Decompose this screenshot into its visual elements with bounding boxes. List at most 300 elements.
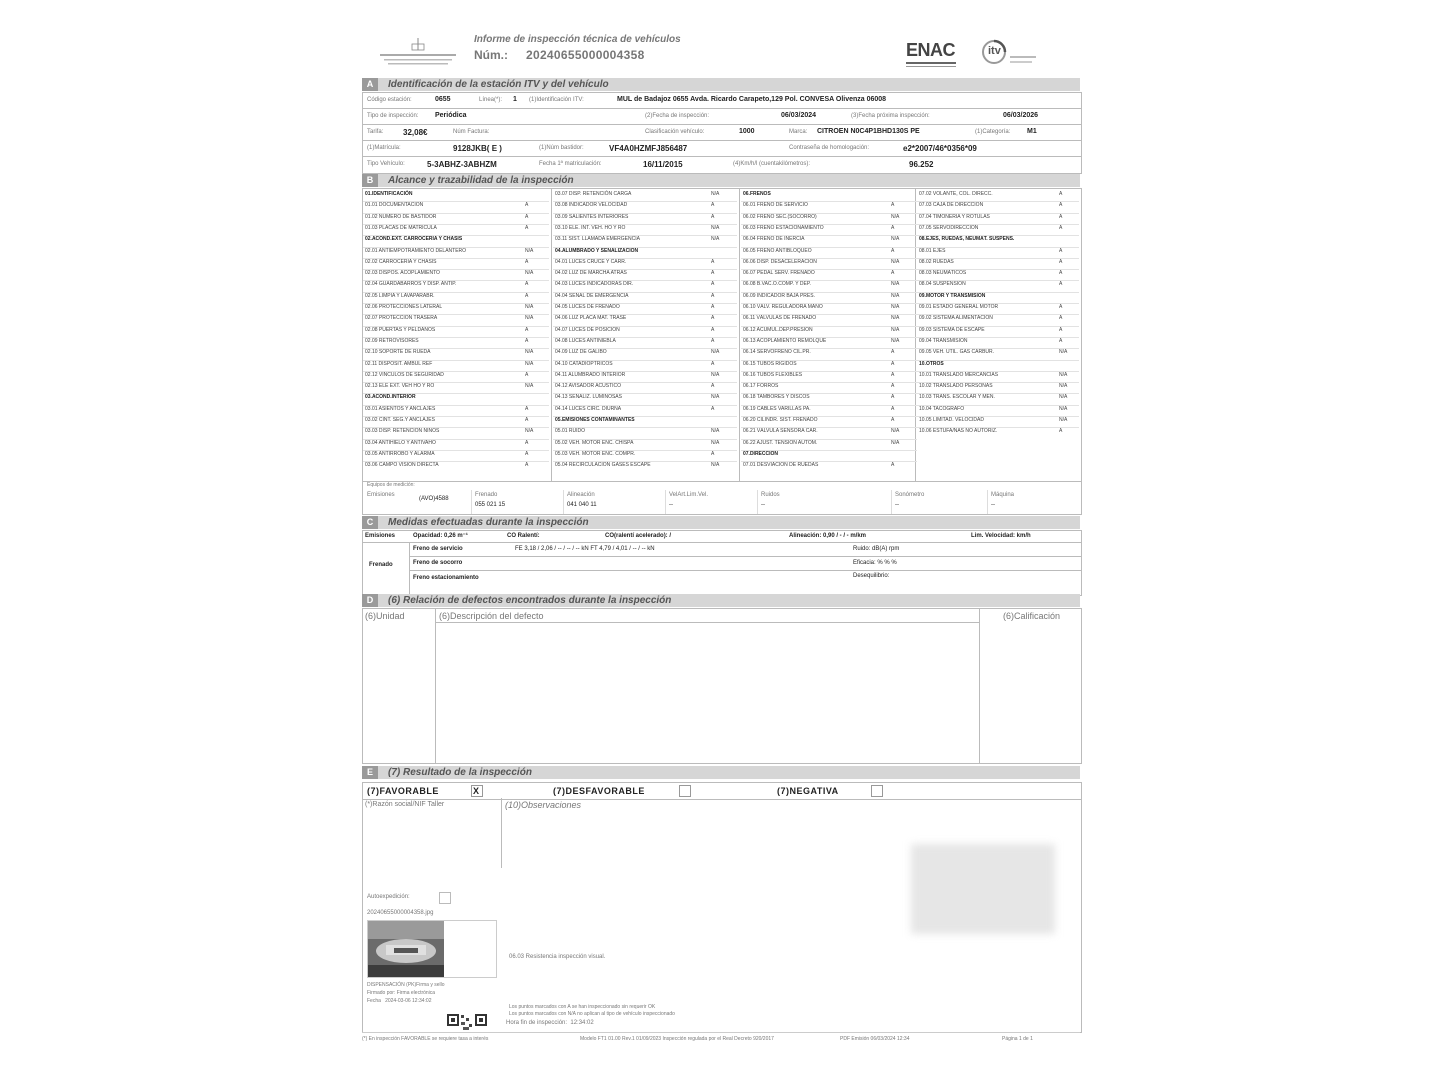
scope-item-label: 04.14 LUCES CIRC. DIURNA bbox=[555, 405, 622, 412]
station-ident-label: (1)Identificación ITV: bbox=[529, 97, 584, 103]
scope-item-label: 06.15 TUBOS RÍGIDOS bbox=[743, 360, 797, 367]
footer-pages: Página 1 de 1 bbox=[1002, 1036, 1033, 1042]
scope-item-status: N/A bbox=[525, 349, 534, 356]
scope-item-status: N/A bbox=[891, 337, 900, 344]
inspection-scope-table bbox=[362, 188, 1082, 482]
scope-item-label: 06.03 FRENO ESTACIONAMIENTO bbox=[743, 224, 824, 231]
scope-item-status: A bbox=[525, 450, 529, 457]
braking-label: Frenado bbox=[369, 562, 393, 568]
scope-item-label: 02.12 VÍNCULOS DE SEGURIDAD bbox=[365, 371, 444, 378]
scope-item-status: N/A bbox=[711, 439, 720, 446]
scope-item-status: A bbox=[1059, 191, 1063, 197]
observations-block bbox=[362, 798, 1082, 1033]
scope-item-status: A bbox=[525, 405, 529, 412]
scope-item-label: 10.01 TRANSLADO MERCANCÍAS bbox=[919, 371, 999, 378]
scope-item-status: A bbox=[525, 224, 529, 231]
service-brake-label: Freno de servicio bbox=[413, 546, 463, 552]
scope-item-status: N/A bbox=[1059, 383, 1068, 390]
enac-logo bbox=[906, 40, 958, 70]
co-accel-label: CO(ralentí acelerado): / bbox=[605, 533, 672, 539]
scope-item-status: N/A bbox=[711, 349, 720, 356]
scope-item-status: A bbox=[711, 213, 715, 220]
section-a-letter: A bbox=[362, 78, 378, 91]
section-d-bar bbox=[362, 594, 1080, 607]
equipment-value: (AVO)4588 bbox=[419, 496, 449, 502]
scope-item-label: 01.02 NÚMERO DE BASTIDOR bbox=[365, 213, 437, 220]
invoice-label: Núm Factura: bbox=[453, 129, 490, 135]
scope-item-status: N/A bbox=[891, 258, 900, 265]
scope-item-label: 02.10 SOPORTE DE RUEDA bbox=[365, 349, 431, 356]
scope-item-label: 01.IDENTIFICACIÓN bbox=[365, 191, 413, 197]
report-number: 20240655000004358 bbox=[526, 48, 645, 62]
enac-logo-text: ENAC bbox=[906, 40, 956, 60]
odometer: 96.252 bbox=[909, 160, 934, 169]
scope-item-label: 05.03 VEH. MOTOR ENC. COMPR. bbox=[555, 450, 636, 457]
efficiency-label: Eficacia: % % % bbox=[853, 560, 897, 566]
alignment-value: Alineación: 0,90 / - / - m/km bbox=[789, 533, 867, 539]
scope-item-label: 09.04 TRANSMISIÓN bbox=[919, 337, 968, 344]
section-b-letter: B bbox=[362, 174, 378, 187]
equipment-name: Frenado bbox=[475, 492, 498, 498]
scope-item-status: A bbox=[891, 405, 895, 412]
scope-item-status: A bbox=[711, 292, 715, 299]
scope-item-status: N/A bbox=[711, 428, 720, 435]
observations-label: (10)Observaciones bbox=[505, 800, 582, 810]
service-brake-values: FE 3,18 / 2,06 / -- / -- / -- kN FT 4,79 / 4,01 / -- / -- kN bbox=[515, 546, 655, 552]
scope-item-status: A bbox=[525, 439, 529, 446]
measurements-table bbox=[362, 530, 1082, 596]
workshop-label: (*)Razón social/NIF Taller bbox=[365, 801, 445, 808]
vehicle-photo bbox=[367, 920, 497, 978]
report-title: Informe de inspección técnica de vehículos bbox=[474, 34, 681, 45]
scope-item-label: 09.02 SISTEMA ALIMENTACIÓN bbox=[919, 315, 993, 322]
scope-item-label: 06.19 CABLES VARILLAS PA. bbox=[743, 405, 811, 412]
station-logo-icon bbox=[368, 34, 468, 72]
scope-item-status: N/A bbox=[525, 360, 534, 367]
scope-item-status: A bbox=[711, 326, 715, 333]
scope-item-status: A bbox=[525, 417, 529, 423]
scope-item-label: 10.06 ESTUFA/NAS NO AUTORIZ. bbox=[919, 428, 998, 435]
scope-item-status: N/A bbox=[525, 270, 534, 277]
homologation: e2*2007/46*0356*09 bbox=[903, 144, 977, 153]
scope-item-label: 02.08 PUERTAS Y PELDAÑOS bbox=[365, 326, 436, 333]
scope-item-label: 02.ACOND.EXT. CARROCERÍA Y CHASIS bbox=[365, 236, 463, 243]
scope-item-status: A bbox=[525, 462, 529, 469]
scope-item-status: A bbox=[1059, 270, 1063, 277]
scope-item-status: A bbox=[711, 258, 715, 265]
notice-line-2: Los puntos marcados con N/A no aplican al tipo de vehículo inspeccionado bbox=[509, 1011, 675, 1017]
scope-item-status: A bbox=[1059, 247, 1063, 254]
scope-item-status: A bbox=[711, 360, 715, 367]
scope-item-label: 04.05 LUCES DE FRENADO bbox=[555, 304, 620, 310]
scope-item-label: 06.17 FORROS bbox=[743, 383, 779, 390]
result-unfavorable: (7)DESFAVORABLE bbox=[553, 786, 645, 796]
scope-item-label: 05.EMISIONES CONTAMINANTES bbox=[555, 417, 635, 423]
next-inspection-label: (3)Fecha próxima inspección: bbox=[851, 113, 930, 119]
scope-item-label: 05.02 VEH. MOTOR ENC. CHISPA bbox=[555, 439, 634, 446]
scope-item-status: A bbox=[525, 292, 529, 299]
equipment-value: 055 021 15 bbox=[475, 502, 506, 508]
scope-item-status: N/A bbox=[891, 281, 900, 288]
verification-qr-code bbox=[445, 1012, 489, 1030]
scope-item-status: A bbox=[525, 213, 529, 220]
scope-item-label: 04.11 ALUMBRADO INTERIOR bbox=[555, 371, 626, 378]
section-e-bar bbox=[362, 766, 1080, 779]
scope-item-label: 03.06 CAMPO VISIÓN DIRECTA bbox=[365, 462, 439, 469]
scope-item-status: A bbox=[891, 360, 895, 367]
scope-item-label: 09.MOTOR Y TRANSMISIÓN bbox=[919, 292, 986, 299]
scope-item-label: 07.02 VOLANTE, COL. DIRECC. bbox=[919, 191, 993, 197]
defects-rating-header: (6)Calificación bbox=[1003, 611, 1061, 621]
scope-item-label: 06.FRENOS bbox=[743, 191, 771, 197]
noise-label: Ruido: dB(A) rpm bbox=[853, 546, 900, 552]
scope-item-label: 06.09 INDICADOR BAJA PRES. bbox=[743, 292, 815, 299]
equipment-name: Alineación bbox=[567, 492, 595, 498]
scope-item-status: A bbox=[525, 202, 529, 209]
scope-item-status: A bbox=[711, 450, 715, 457]
scope-item-status: A bbox=[711, 304, 715, 310]
scope-item-label: 06.16 TUBOS FLEXIBLES bbox=[743, 371, 803, 378]
scope-item-label: 07.05 SERVODIRECCIÓN bbox=[919, 224, 979, 231]
scope-item-label: 02.09 RETROVISORES bbox=[365, 337, 419, 344]
scope-item-label: 02.02 CARROCERÍA Y CHASIS bbox=[365, 258, 437, 265]
scope-item-label: 10.05 LIMITAD. VELOCIDAD bbox=[919, 417, 984, 423]
footer-note: (*) En inspección FAVORABLE se requiere tasa a interés bbox=[362, 1036, 489, 1042]
parking-brake-label: Freno estacionamiento bbox=[413, 575, 479, 581]
inspection-report-page bbox=[360, 30, 1082, 1050]
scope-item-label: 04.10 CATADIÓPTRICOS bbox=[555, 360, 613, 367]
result-unfavorable-box bbox=[679, 785, 691, 797]
scope-item-status: A bbox=[525, 337, 529, 344]
scope-item-status: N/A bbox=[1059, 349, 1068, 356]
station-code: 0655 bbox=[435, 96, 451, 103]
scope-item-label: 06.12 ACUMUL.DEP.PRESIÓN bbox=[743, 326, 813, 333]
scope-item-status: N/A bbox=[891, 304, 900, 310]
station-logo bbox=[368, 34, 468, 72]
tariff-label: Tarifa: bbox=[367, 129, 384, 135]
speed-limit-label: Lim. Velocidad: km/h bbox=[971, 533, 1031, 539]
section-e-letter: E bbox=[362, 766, 378, 779]
equipment-value: 041 040 11 bbox=[567, 502, 597, 508]
inspection-date-label: (2)Fecha de inspección: bbox=[645, 113, 710, 119]
scope-item-status: A bbox=[891, 349, 895, 356]
scope-item-label: 02.05 LIMPIA Y LAVAPARABR. bbox=[365, 292, 435, 299]
section-d-title: (6) Relación de defectos encontrados durante la inspección bbox=[388, 595, 672, 606]
scope-item-label: 03.08 INDICADOR VELOCIDAD bbox=[555, 202, 628, 209]
scope-item-label: 07.DIRECCIÓN bbox=[743, 450, 779, 457]
category: M1 bbox=[1027, 128, 1037, 135]
emergency-brake-label: Freno de socorro bbox=[413, 560, 463, 566]
footer-version: PDF Emisión 06/03/2024 12:34 bbox=[840, 1036, 910, 1042]
scope-item-label: 08.01 EJES bbox=[919, 247, 946, 254]
section-c-bar bbox=[362, 516, 1080, 529]
category-label: (1)Categoría: bbox=[975, 129, 1011, 135]
co-idle-label: CO Ralentí: bbox=[507, 533, 540, 539]
scope-item-status: A bbox=[711, 281, 715, 288]
scope-item-status: N/A bbox=[525, 428, 534, 435]
defects-unit-header: (6)Unidad bbox=[365, 611, 405, 621]
scope-item-label: 03.05 ANTIRROBO Y ALARMA bbox=[365, 450, 435, 457]
scope-item-status: N/A bbox=[891, 439, 900, 446]
scope-item-status: A bbox=[1059, 304, 1063, 310]
scope-item-label: 02.03 DISPOS. ACOPLAMIENTO bbox=[365, 270, 440, 277]
scope-item-status: A bbox=[891, 383, 895, 390]
scope-item-label: 06.18 TAMBORES Y DISCOS bbox=[743, 394, 810, 401]
scope-item-label: 03.03 DISP. RETENCIÓN NIÑOS bbox=[365, 428, 440, 435]
scope-item-status: A bbox=[711, 270, 715, 277]
scope-item-label: 08.03 NEUMÁTICOS bbox=[919, 270, 967, 277]
scope-item-status: N/A bbox=[711, 371, 720, 378]
equipment-name: Máquina bbox=[991, 492, 1015, 498]
tariff: 32,08€ bbox=[403, 128, 428, 137]
scope-item-status: N/A bbox=[525, 304, 534, 310]
scope-item-status: A bbox=[711, 383, 715, 390]
section-a-table bbox=[362, 92, 1082, 174]
scope-item-label: 10.04 TACÓGRAFO bbox=[919, 405, 965, 412]
scope-item-label: 06.21 VÁLVULA SENSORA CAR. bbox=[743, 428, 818, 435]
registration-date: 16/11/2015 bbox=[643, 160, 683, 169]
equipment-value: -- bbox=[669, 502, 673, 508]
scope-item-label: 04.06 LUZ PLACA MAT. TRASE bbox=[555, 315, 627, 322]
line-label: Línea(*): bbox=[479, 97, 503, 103]
footer-form-model: Modelo FT1 01.00 Rev.1 01/09/2023 Inspección regulada por el Real Decreto 920/2017 bbox=[580, 1036, 774, 1042]
inspection-type: Periódica bbox=[435, 112, 467, 119]
scope-item-status: A bbox=[525, 371, 529, 378]
scope-item-status: A bbox=[1059, 258, 1063, 265]
scope-item-status: A bbox=[1059, 202, 1063, 209]
next-inspection-date: 06/03/2026 bbox=[1003, 112, 1039, 119]
vehicle-type: 5-3ABHZ-3ABHZM bbox=[427, 160, 497, 169]
scope-item-status: A bbox=[711, 405, 715, 412]
odometer-label: (4)Km/h/l (cuentakilómetros): bbox=[733, 161, 811, 167]
defects-table bbox=[362, 608, 1082, 764]
homologation-label: Contraseña de homologación: bbox=[789, 145, 870, 151]
imbalance-label: Desequilibrio: bbox=[853, 573, 890, 579]
equipment-name: VelArt.Lim.Vel. bbox=[669, 492, 709, 498]
scope-item-label: 02.13 ELE EXT. VEH HO Y RO bbox=[365, 383, 435, 390]
section-b-bar bbox=[362, 174, 1080, 187]
scope-item-label: 01.01 DOCUMENTACIÓN bbox=[365, 202, 424, 209]
scope-item-status: A bbox=[891, 371, 895, 378]
inspection-type-label: Tipo de inspección: bbox=[367, 113, 419, 119]
section-c-letter: C bbox=[362, 516, 378, 529]
equipment-value: -- bbox=[991, 502, 995, 508]
scope-item-label: 03.09 SALIENTES INTERIORES bbox=[555, 213, 629, 220]
brand: CITROEN N0C4P1BHD130S PE bbox=[817, 128, 920, 135]
scope-item-label: 07.04 TIMONERÍA Y RÓTULAS bbox=[919, 213, 990, 220]
signature-line-3: Fecha 2024-03-06 12:34:02 bbox=[367, 998, 432, 1004]
scope-item-status: N/A bbox=[711, 224, 720, 231]
scope-item-label: 08.02 RUEDAS bbox=[919, 258, 954, 265]
scope-item-status: A bbox=[525, 281, 529, 288]
photo-filename: 20240655000004358.jpg bbox=[367, 910, 434, 916]
scope-item-status: A bbox=[891, 462, 895, 469]
scope-item-label: 04.04 SEÑAL DE EMERGENCIA bbox=[555, 292, 629, 299]
itv-quality-logo bbox=[980, 38, 1040, 72]
signature-line-2: Firmado por: Firma electrónica bbox=[367, 990, 436, 996]
scope-item-status: N/A bbox=[525, 383, 534, 390]
scope-item-label: 04.ALUMBRADO Y SEÑALIZACIÓN bbox=[555, 247, 639, 254]
scope-item-label: 06.20 CILINDR. SIST. FRENADO bbox=[743, 417, 818, 423]
equipment-name: Sonómetro bbox=[895, 492, 925, 498]
scope-item-label: 04.01 LUCES CRUCE Y CARR. bbox=[555, 258, 627, 265]
vehicle-class-label: Clasificación vehículo: bbox=[645, 129, 705, 135]
scope-item-label: 06.01 FRENO DE SERVICIO bbox=[743, 202, 808, 209]
scope-item-status: A bbox=[711, 202, 715, 209]
observation-line: 06.03 Resistencia inspección visual. bbox=[509, 954, 606, 960]
scope-item-status: N/A bbox=[891, 236, 900, 243]
scope-item-status: A bbox=[1059, 224, 1063, 231]
section-c-title: Medidas efectuadas durante la inspección bbox=[388, 517, 589, 528]
scope-item-label: 04.08 LUCES ANTINIEBLA bbox=[555, 337, 616, 344]
equipment-value: -- bbox=[761, 502, 765, 508]
scope-item-status: A bbox=[891, 417, 895, 423]
section-b-title: Alcance y trazabilidad de la inspección bbox=[388, 175, 574, 186]
station-ident: MUL de Badajoz 0655 Avda. Ricardo Carapeto,129 Pol. CONVESA Olivenza 06008 bbox=[617, 96, 887, 103]
scope-item-label: 03.04 ANTIHIELO Y ANTIVAHO bbox=[365, 439, 436, 446]
scope-item-label: 09.03 SISTEMA DE ESCAPE bbox=[919, 326, 985, 333]
section-a-title: Identificación de la estación ITV y del vehículo bbox=[388, 79, 609, 90]
scope-item-label: 02.06 PROTECCIONES LATERAL bbox=[365, 304, 443, 310]
scope-item-label: 05.04 RECIRCULACIÓN GASES ESCAPE bbox=[555, 462, 651, 469]
scope-item-label: 06.06 DISP. DESACELERACIÓN bbox=[743, 258, 817, 265]
scope-item-label: 04.13 SEÑALIZ. LUMINOSAS bbox=[555, 394, 622, 401]
scope-item-label: 06.07 PEDAL SERV. FRENADO bbox=[743, 270, 815, 277]
result-favorable-mark: X bbox=[473, 786, 480, 796]
report-number-label: Núm.: bbox=[474, 48, 508, 62]
scope-item-status: A bbox=[891, 394, 895, 401]
scope-item-label: 02.11 DISPOSIT. AMBUL REF bbox=[365, 360, 433, 367]
scope-item-label: 09.05 VEH. UTIL. GAS CARBUR. bbox=[919, 349, 995, 356]
vehicle-type-label: Tipo Vehículo: bbox=[367, 161, 405, 167]
result-negative: (7)NEGATIVA bbox=[777, 786, 839, 796]
scope-item-status: N/A bbox=[711, 394, 720, 401]
equipment-value: -- bbox=[895, 502, 899, 508]
scope-item-label: 04.07 LUCES DE POSICIÓN bbox=[555, 326, 620, 333]
line-number: 1 bbox=[513, 96, 517, 103]
scope-item-status: N/A bbox=[1059, 405, 1068, 412]
scope-item-status: A bbox=[711, 337, 715, 344]
scope-item-label: 03.10 ELE. INT. VEH. HO Y RO bbox=[555, 224, 626, 231]
scope-item-label: 03.01 ASIENTOS Y ANCLAJES bbox=[365, 405, 436, 412]
scope-item-label: 06.02 FRENO SEC.(SOCORRO) bbox=[743, 213, 817, 220]
scope-item-label: 02.07 PROTECCIÓN TRASERA bbox=[365, 315, 438, 322]
scope-item-status: N/A bbox=[525, 315, 534, 322]
scope-item-status: N/A bbox=[711, 191, 720, 197]
notice-line-1: Los puntos marcados con A se han inspeccionado sin requerir OK bbox=[509, 1004, 656, 1010]
scope-item-label: 03.ACOND.INTERIOR bbox=[365, 394, 416, 401]
vehicle-photo-image bbox=[368, 921, 496, 977]
equipment-block bbox=[362, 480, 1082, 515]
station-code-label: Código estación: bbox=[367, 97, 412, 103]
scope-item-label: 04.12 AVISADOR ACÚSTICO bbox=[555, 383, 622, 390]
section-d-letter: D bbox=[362, 594, 378, 607]
scope-item-label: 06.04 FRENO DE INERCIA bbox=[743, 236, 805, 243]
plate-label: (1)Matrícula: bbox=[367, 145, 401, 151]
emissions-label: Emisiones bbox=[365, 533, 396, 539]
self-dispatch-box bbox=[439, 892, 451, 904]
scope-item-status: N/A bbox=[891, 292, 900, 299]
scope-item-status: N/A bbox=[1059, 394, 1068, 401]
scope-item-label: 03.11 SIST. LLAMADA EMERGENCIA bbox=[555, 236, 640, 243]
scope-item-status: N/A bbox=[891, 326, 900, 333]
result-negative-box bbox=[871, 785, 883, 797]
scope-item-status: A bbox=[1059, 315, 1063, 322]
scope-item-label: 10.OTROS bbox=[919, 360, 944, 367]
registration-date-label: Fecha 1ª matriculación: bbox=[539, 161, 602, 167]
scope-item-label: 08.04 SUSPENSIÓN bbox=[919, 281, 966, 288]
section-a-bar bbox=[362, 78, 1080, 91]
scope-item-status: A bbox=[891, 270, 895, 277]
defects-description-header: (6)Descripción del defecto bbox=[439, 611, 544, 621]
scope-item-status: N/A bbox=[525, 247, 534, 254]
scope-item-label: 06.10 VÁLV. REGULADORA MANO bbox=[743, 304, 823, 310]
redacted-stamp bbox=[911, 844, 1055, 934]
scope-item-label: 03.07 DISP. RETENCIÓN CARGA bbox=[555, 191, 632, 197]
scope-item-label: 04.09 LUZ DE GÁLIBO bbox=[555, 349, 607, 356]
qr-code-icon bbox=[445, 1012, 489, 1030]
equipment-name: Emisiones bbox=[367, 492, 395, 498]
scope-item-status: A bbox=[891, 202, 895, 209]
scope-item-status: A bbox=[525, 326, 529, 333]
scope-item-label: 06.22 AJUST. TENSIÓN AUTOM. bbox=[743, 439, 818, 446]
scope-item-status: A bbox=[1059, 213, 1063, 220]
scope-item-label: 04.03 LUCES INDICADORAS DIR. bbox=[555, 281, 634, 288]
scope-item-status: A bbox=[1059, 428, 1063, 435]
vin: VF4A0HZMFJ856487 bbox=[609, 144, 688, 153]
scope-item-status: A bbox=[1059, 281, 1063, 288]
scope-item-label: 02.01 ANTIEMPOTRAMIENTO DELANTERO bbox=[365, 247, 467, 254]
scope-item-label: 06.05 FRENO ANTIBLOQUEO bbox=[743, 247, 812, 254]
inspection-date: 06/03/2024 bbox=[781, 112, 817, 119]
scope-item-status: N/A bbox=[891, 213, 900, 220]
scope-item-status: N/A bbox=[891, 428, 900, 435]
self-dispatch-label: Autoexpedición: bbox=[367, 894, 410, 900]
opacity-value: Opacidad: 0,26 m⁻¹ bbox=[413, 533, 468, 539]
scope-item-label: 08.EJES, RUEDAS, NEUMÁT. SUSPENS. bbox=[919, 236, 1015, 243]
scope-item-status: N/A bbox=[711, 462, 720, 469]
scope-item-status: N/A bbox=[711, 236, 720, 243]
scope-item-status: A bbox=[711, 315, 715, 322]
scope-item-label: 06.14 SERVOFRENO CIL.PR. bbox=[743, 349, 811, 356]
scope-item-status: N/A bbox=[1059, 417, 1068, 423]
inspection-end-time: Hora fin de inspección: 12:34:02 bbox=[506, 1020, 594, 1026]
scope-item-status: A bbox=[525, 258, 529, 265]
scope-item-label: 10.02 TRANSLADO PERSONAS bbox=[919, 383, 993, 390]
scope-item-status: A bbox=[1059, 337, 1063, 344]
vehicle-class: 1000 bbox=[739, 128, 755, 135]
equipment-name: Ruidos bbox=[761, 492, 780, 498]
signature-line-1: DISPENSACIÓN (PK)Firma y sello bbox=[367, 982, 445, 988]
scope-item-label: 09.01 ESTADO GENERAL MOTOR bbox=[919, 304, 999, 310]
equipment-label: Equipos de medición: bbox=[367, 482, 415, 488]
scope-item-status: A bbox=[891, 224, 895, 231]
itv-logo-text: itv bbox=[988, 45, 1001, 57]
scope-item-label: 06.13 ACOPLAMIENTO REMOLQUE bbox=[743, 337, 827, 344]
scope-item-label: 01.03 PLACAS DE MATRÍCULA bbox=[365, 224, 437, 231]
vin-label: (1)Núm bastidor: bbox=[539, 145, 584, 151]
scope-item-status: N/A bbox=[891, 315, 900, 322]
scope-item-label: 03.02 CINT. SEG.Y ANCLAJES bbox=[365, 417, 435, 423]
scope-item-status: N/A bbox=[1059, 371, 1068, 378]
section-e-title: (7) Resultado de la inspección bbox=[388, 767, 532, 778]
plate: 9128JKB( E ) bbox=[453, 144, 502, 153]
scope-item-status: A bbox=[1059, 326, 1063, 333]
scope-item-status: A bbox=[891, 247, 895, 254]
scope-item-label: 07.01 DESVIACIÓN DE RUEDAS bbox=[743, 462, 819, 469]
scope-item-label: 10.03 TRANS. ESCOLAR Y MEN. bbox=[919, 394, 995, 401]
scope-item-label: 06.08 B.VAC.O.COMP. Y DEP. bbox=[743, 281, 811, 288]
